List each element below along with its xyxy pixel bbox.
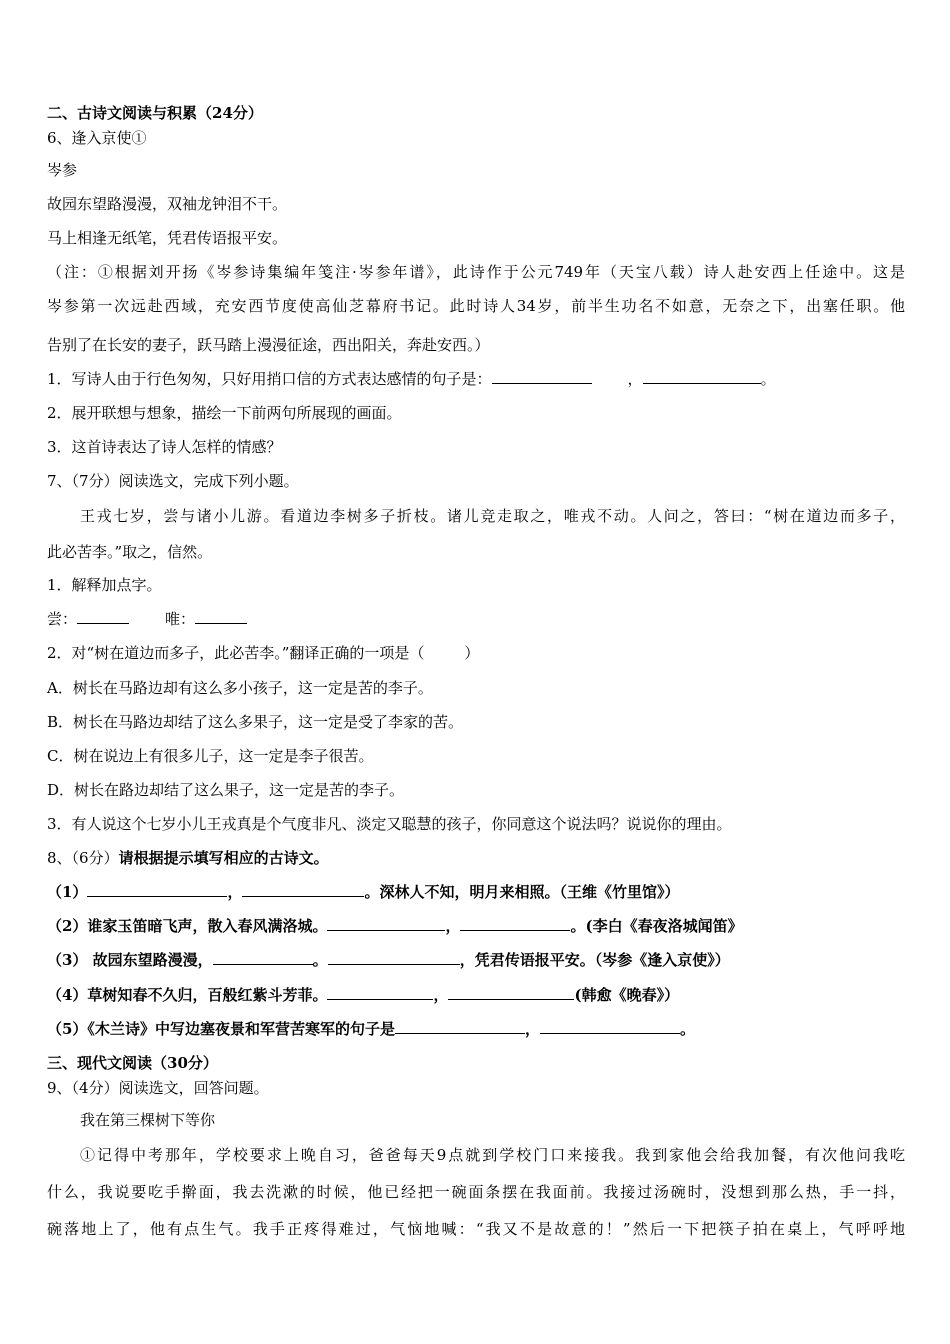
q7-label-chang: 尝： [47,610,78,628]
q8-item-5 [47,1019,695,1039]
q7-title: 7、（7分）阅读选文，完成下列小题。 [47,472,299,490]
q8-item-3 [47,950,730,970]
q8-item-4 [47,985,679,1005]
q8-item-3-source: ，凭君传语报平安。（岑参《逢入京使》） [459,951,730,969]
q8-title-score: 8、（6分） [47,849,119,867]
q6-sub1-comma: ， [627,370,643,388]
answer-blank[interactable] [540,1019,680,1034]
q7-option-d: D．树长在路边却结了这么果子，这一定是苦的李子。 [47,781,405,799]
q8-item-2-text: （2）谁家玉笛暗飞声，散入春风满洛城。 [47,917,328,935]
q8-item-1 [47,882,679,902]
q7-passage-line-1: 王戎七岁，尝与诸小儿游。看道边李树多子折枝。诸儿竞走取之，唯戎不动。人问之，答曰：“树在道边而多子， [80,507,905,525]
q7-passage-line-2: 此必苦李。”取之，信然。 [47,543,213,561]
answer-blank[interactable] [395,1019,525,1034]
q8-item-3-text: （3） 故园东望路漫漫， [47,951,213,969]
q8-item-2-comma: ， [445,917,461,935]
q7-sub2-text: 2．对“树在道边而多子，此必苦李。”翻译正确的一项是（ [47,644,425,662]
q7-option-c: C．树在说边上有很多儿子，这一定是李子很苦。 [47,747,374,765]
q8-item-4-source: (韩愈《晚春》） [574,986,680,1004]
q9-article-title: 我在第三棵树下等你 [80,1111,216,1129]
q8-item-1-comma: ， [227,883,243,901]
q6-note-line-2: 岑参第一次远赴西域，充安西节度使高仙芝幕府书记。此时诗人34岁，前半生功名不如意，无奈之下，出塞任职。他 [47,297,905,315]
q8-item-5-text: （5）《木兰诗》中写边塞夜景和军营苦寒军的句子是 [47,1020,395,1038]
q8-item-4-text: （4）草树知春不久归，百般红紫斗芳菲。 [47,986,328,1004]
q6-sub2: 2．展开联想与想象，描绘一下前两句所展现的画面。 [47,404,402,422]
answer-blank[interactable] [328,950,460,965]
answer-blank[interactable] [327,985,433,1000]
answer-blank[interactable] [87,882,227,897]
q6-poem-line-2: 马上相逢无纸笔，凭君传语报平安。 [47,229,288,247]
section3-heading: 三、现代文阅读（30分） [47,1054,218,1072]
q7-label-wei: 唯： [165,610,196,628]
q9-title: 9、（4分）阅读选文，回答问题。 [47,1079,269,1097]
q6-author: 岑参 [47,161,78,179]
answer-blank[interactable] [77,609,129,624]
q7-option-a: A．树长在马路边却有这么多小孩子，这一定是苦的李子。 [47,679,433,697]
section2-heading: 二、古诗文阅读与积累（24分） [47,104,263,122]
answer-blank[interactable] [492,369,592,384]
q8-item-1-text: 。深林人不知，明月来相照。（王维《竹里馆》） [364,883,680,901]
q8-item-4-comma: ， [433,986,449,1004]
q7-sub2 [47,643,479,663]
q6-sub1 [47,369,776,389]
q9-para1-line-2: 什么，我说要吃手擀面，我去洗漱的时候，他已经把一碗面条摆在我面前。我接过汤碗时，没想到那么热，手一抖， [47,1183,905,1201]
q7-sub1: 1．解释加点字。 [47,576,162,594]
answer-blank[interactable] [242,882,364,897]
q9-para1-line-1: ①记得中考那年，学校要求上晚自习，爸爸每天9点就到学校门口来接我。我到家他会给我加餐，有次他问我吃 [80,1146,905,1164]
answer-blank[interactable] [195,609,247,624]
q7-option-b: B．树长在马路边却结了这么多果子，这一定是受了李家的苦。 [47,713,464,731]
q6-note-line-3: 告别了在长安的妻子，跃马踏上漫漫征途，西出阳关，奔赴安西。） [47,336,490,354]
q8-item-5-comma: ， [524,1020,540,1038]
answer-blank[interactable] [460,916,570,931]
q7-sub3: 3．有人说这个七岁小儿王戎真是个气度非凡、淡定又聪慧的孩子，你同意这个说法吗？说说你的理由。 [47,815,732,833]
q8-item-2-source: 。(李白《春夜洛城闻笛》 [570,917,743,935]
q8-title [47,848,329,868]
q8-title-instruction: 请根据提示填写相应的古诗文。 [118,849,329,867]
q6-sub1-period: 。 [760,370,776,388]
q6-title: 6、逢入京使① [47,129,147,147]
answer-blank[interactable] [643,369,761,384]
answer-blank[interactable] [448,985,574,1000]
q8-item-2 [47,916,743,936]
q8-item-1-num: （1） [47,883,88,901]
answer-blank[interactable] [213,950,313,965]
answer-blank[interactable] [327,916,445,931]
q6-sub1-text: 1．写诗人由于行色匆匆，只好用捎口信的方式表达感情的句子是： [47,370,492,388]
q7-sub1-blanks [47,609,247,629]
q6-sub3: 3．这首诗表达了诗人怎样的情感？ [47,438,282,456]
q6-note-line-1: （注：①根据刘开扬《岑参诗集编年笺注·岑参年谱》，此诗作于公元749年（天宝八载）诗人赴安西上任途中。这是 [47,263,905,281]
q6-poem-line-1: 故园东望路漫漫，双袖龙钟泪不干。 [47,195,288,213]
q8-item-5-period: 。 [679,1020,695,1038]
q9-para1-line-3: 碗落地上了，他有点生气。我手正疼得难过，气恼地喊：“我又不是故意的！”然后一下把筷子拍在桌上，气呼呼地 [47,1220,905,1238]
q7-sub2-close: ） [464,644,480,662]
q8-item-3-period: 。 [312,951,328,969]
